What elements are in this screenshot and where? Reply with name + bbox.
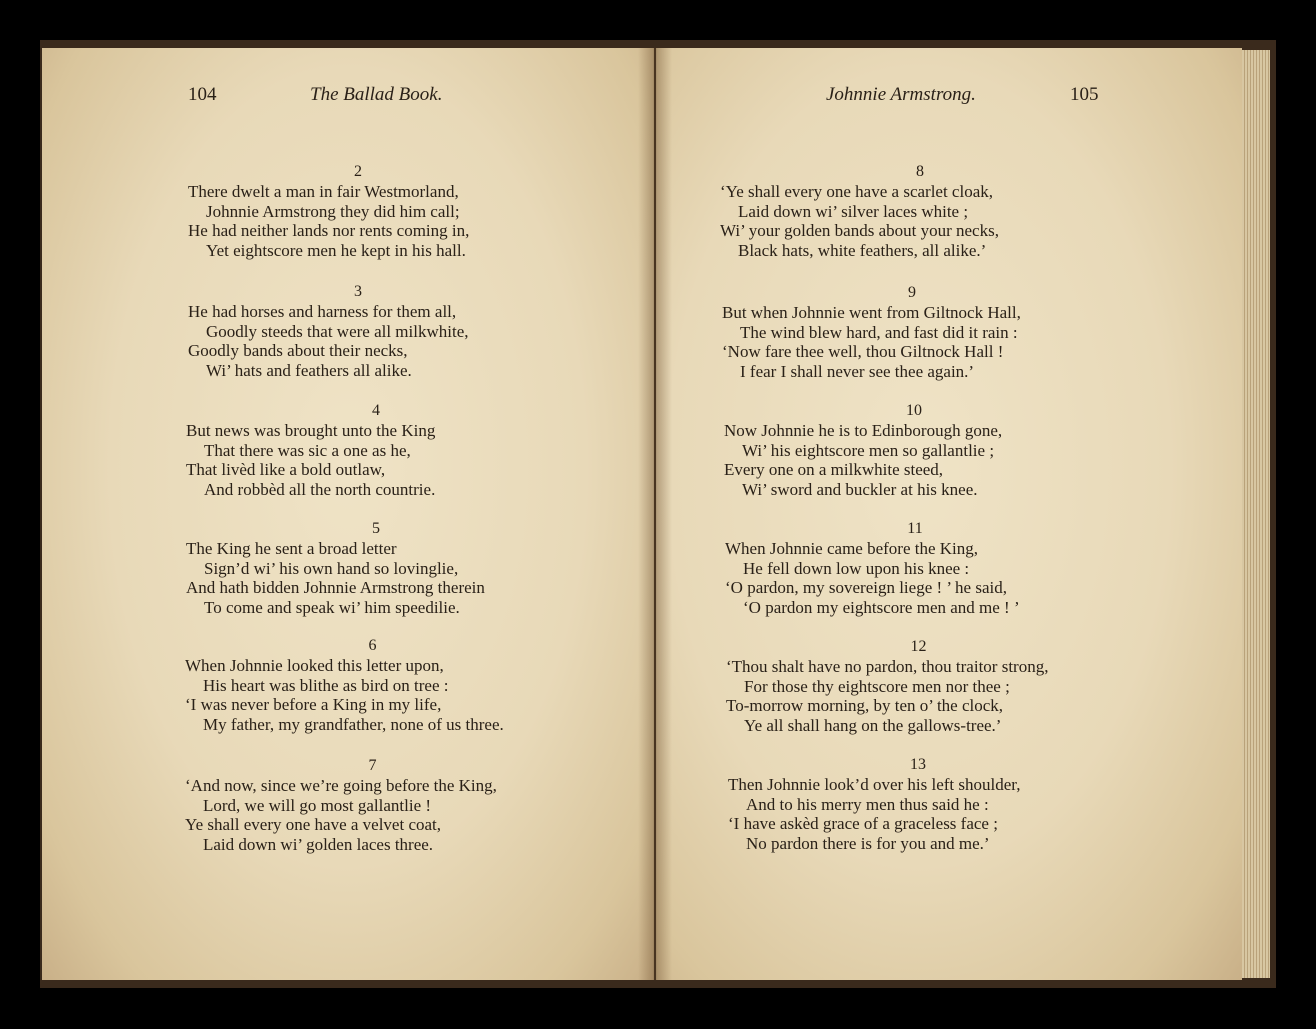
verse-line: To-morrow morning, by ten o’ the clock,	[726, 696, 1004, 716]
page-edges	[1242, 50, 1270, 978]
stanza-number: 3	[354, 283, 362, 300]
verse-line: Wi’ his eightscore men so gallantlie ;	[742, 440, 995, 460]
stanza-10	[724, 401, 1104, 499]
verse-line: There dwelt a man in fair Westmorland,	[188, 182, 459, 201]
verse-line: He fell down low upon his knee :	[743, 558, 970, 578]
stanza-13	[728, 755, 1108, 853]
verse-line: Then Johnnie look’d over his left shoulder,	[728, 775, 1021, 794]
right-page-number: 105	[1070, 84, 1099, 105]
verse-line: My father, my grandfather, none of us three.	[203, 714, 504, 734]
verse-line: He had neither lands nor rents coming in,	[188, 221, 470, 241]
verse-line: For those thy eightscore men nor thee ;	[744, 676, 1010, 696]
verse-line: Ye all shall hang on the gallows-tree.’	[744, 715, 1002, 735]
stanza-number: 7	[368, 757, 377, 774]
verse-line: Every one on a milkwhite steed,	[724, 460, 944, 480]
verse-line: ‘And now, since we’re going before the King,	[185, 776, 497, 795]
verse-line: His heart was blithe as bird on tree :	[203, 675, 449, 695]
verse-line: But news was brought unto the King	[186, 421, 436, 440]
stanza-number: 13	[910, 756, 926, 773]
stanza-12	[726, 637, 1111, 735]
verse-line: Laid down wi’ golden laces three.	[203, 834, 434, 854]
verse-line: Ye shall every one have a velvet coat,	[185, 815, 442, 835]
stanza-number: 11	[907, 520, 923, 537]
verse-line: But when Johnnie went from Giltnock Hall,	[722, 303, 1021, 322]
stanza-5	[186, 519, 566, 617]
stanza-number: 5	[372, 520, 380, 537]
verse-line: And robbèd all the north countrie.	[204, 479, 436, 499]
verse-line: ‘I have askèd grace of a graceless face ;	[728, 814, 998, 834]
stanza-number: 12	[910, 638, 927, 655]
verse-line: I fear I shall never see thee again.’	[740, 361, 975, 381]
verse-line: That livèd like a bold outlaw,	[186, 460, 386, 480]
verse-line: ‘I was never before a King in my life,	[185, 695, 442, 715]
verse-line: The wind blew hard, and fast did it rain :	[740, 322, 1018, 342]
stanza-6	[185, 636, 560, 734]
verse-line: And hath bidden Johnnie Armstrong therein	[186, 578, 485, 598]
stanza-number: 6	[368, 637, 377, 654]
stanza-number: 4	[372, 402, 380, 419]
verse-line: That there was sic a one as he,	[204, 440, 411, 460]
stanza-11	[725, 519, 1105, 617]
verse-line: The King he sent a broad letter	[186, 539, 397, 558]
verse-line: Wi’ sword and buckler at his knee.	[742, 479, 978, 499]
verse-line: Laid down wi’ silver laces white ;	[738, 201, 969, 221]
stanza-2	[188, 162, 528, 260]
stanza-4	[186, 401, 566, 499]
verse-line: ‘O pardon, my sovereign liege ! ’ he said,	[725, 578, 1007, 598]
verse-line: Lord, we will go most gallantlie !	[203, 795, 432, 815]
verse-line: Now Johnnie he is to Edinborough gone,	[724, 421, 1003, 440]
stanza-number: 10	[906, 402, 922, 419]
verse-line: ‘Now fare thee well, thou Giltnock Hall !	[722, 342, 1004, 362]
stanza-9	[722, 283, 1102, 381]
verse-line: And to his merry men thus said he :	[746, 794, 989, 814]
right-running-head: Johnnie Armstrong.	[826, 84, 976, 105]
stanza-3	[188, 282, 528, 380]
verse-line: Goodly steeds that were all milkwhite,	[206, 321, 469, 341]
verse-line: When Johnnie came before the King,	[725, 539, 979, 558]
verse-line: Black hats, white feathers, all alike.’	[738, 240, 987, 260]
verse-line: Johnnie Armstrong they did him call;	[206, 201, 460, 221]
stanza-7	[185, 756, 560, 854]
verse-line: No pardon there is for you and me.’	[746, 833, 990, 853]
verse-line: Sign’d wi’ his own hand so lovinglie,	[204, 558, 459, 578]
verse-line: ‘Ye shall every one have a scarlet cloak,	[720, 182, 993, 201]
verse-line: Goodly bands about their necks,	[188, 341, 408, 361]
stanza-number: 8	[916, 163, 924, 180]
stanza-number: 9	[908, 284, 916, 301]
left-running-head: The Ballad Book.	[310, 84, 443, 105]
verse-line: He had horses and harness for them all,	[188, 302, 457, 321]
verse-line: ‘Thou shalt have no pardon, thou traitor strong,	[726, 657, 1049, 676]
verse-line: Yet eightscore men he kept in his hall.	[206, 240, 466, 260]
left-page-number: 104	[188, 84, 217, 105]
verse-line: When Johnnie looked this letter upon,	[185, 656, 444, 675]
verse-line: ‘O pardon my eightscore men and me ! ’	[743, 597, 1020, 617]
verse-line: Wi’ your golden bands about your necks,	[720, 221, 999, 241]
verse-line: Wi’ hats and feathers all alike.	[206, 360, 412, 380]
stanza-number: 2	[354, 163, 362, 180]
stanza-8	[720, 162, 1120, 260]
verse-line: To come and speak wi’ him speedilie.	[204, 597, 460, 617]
